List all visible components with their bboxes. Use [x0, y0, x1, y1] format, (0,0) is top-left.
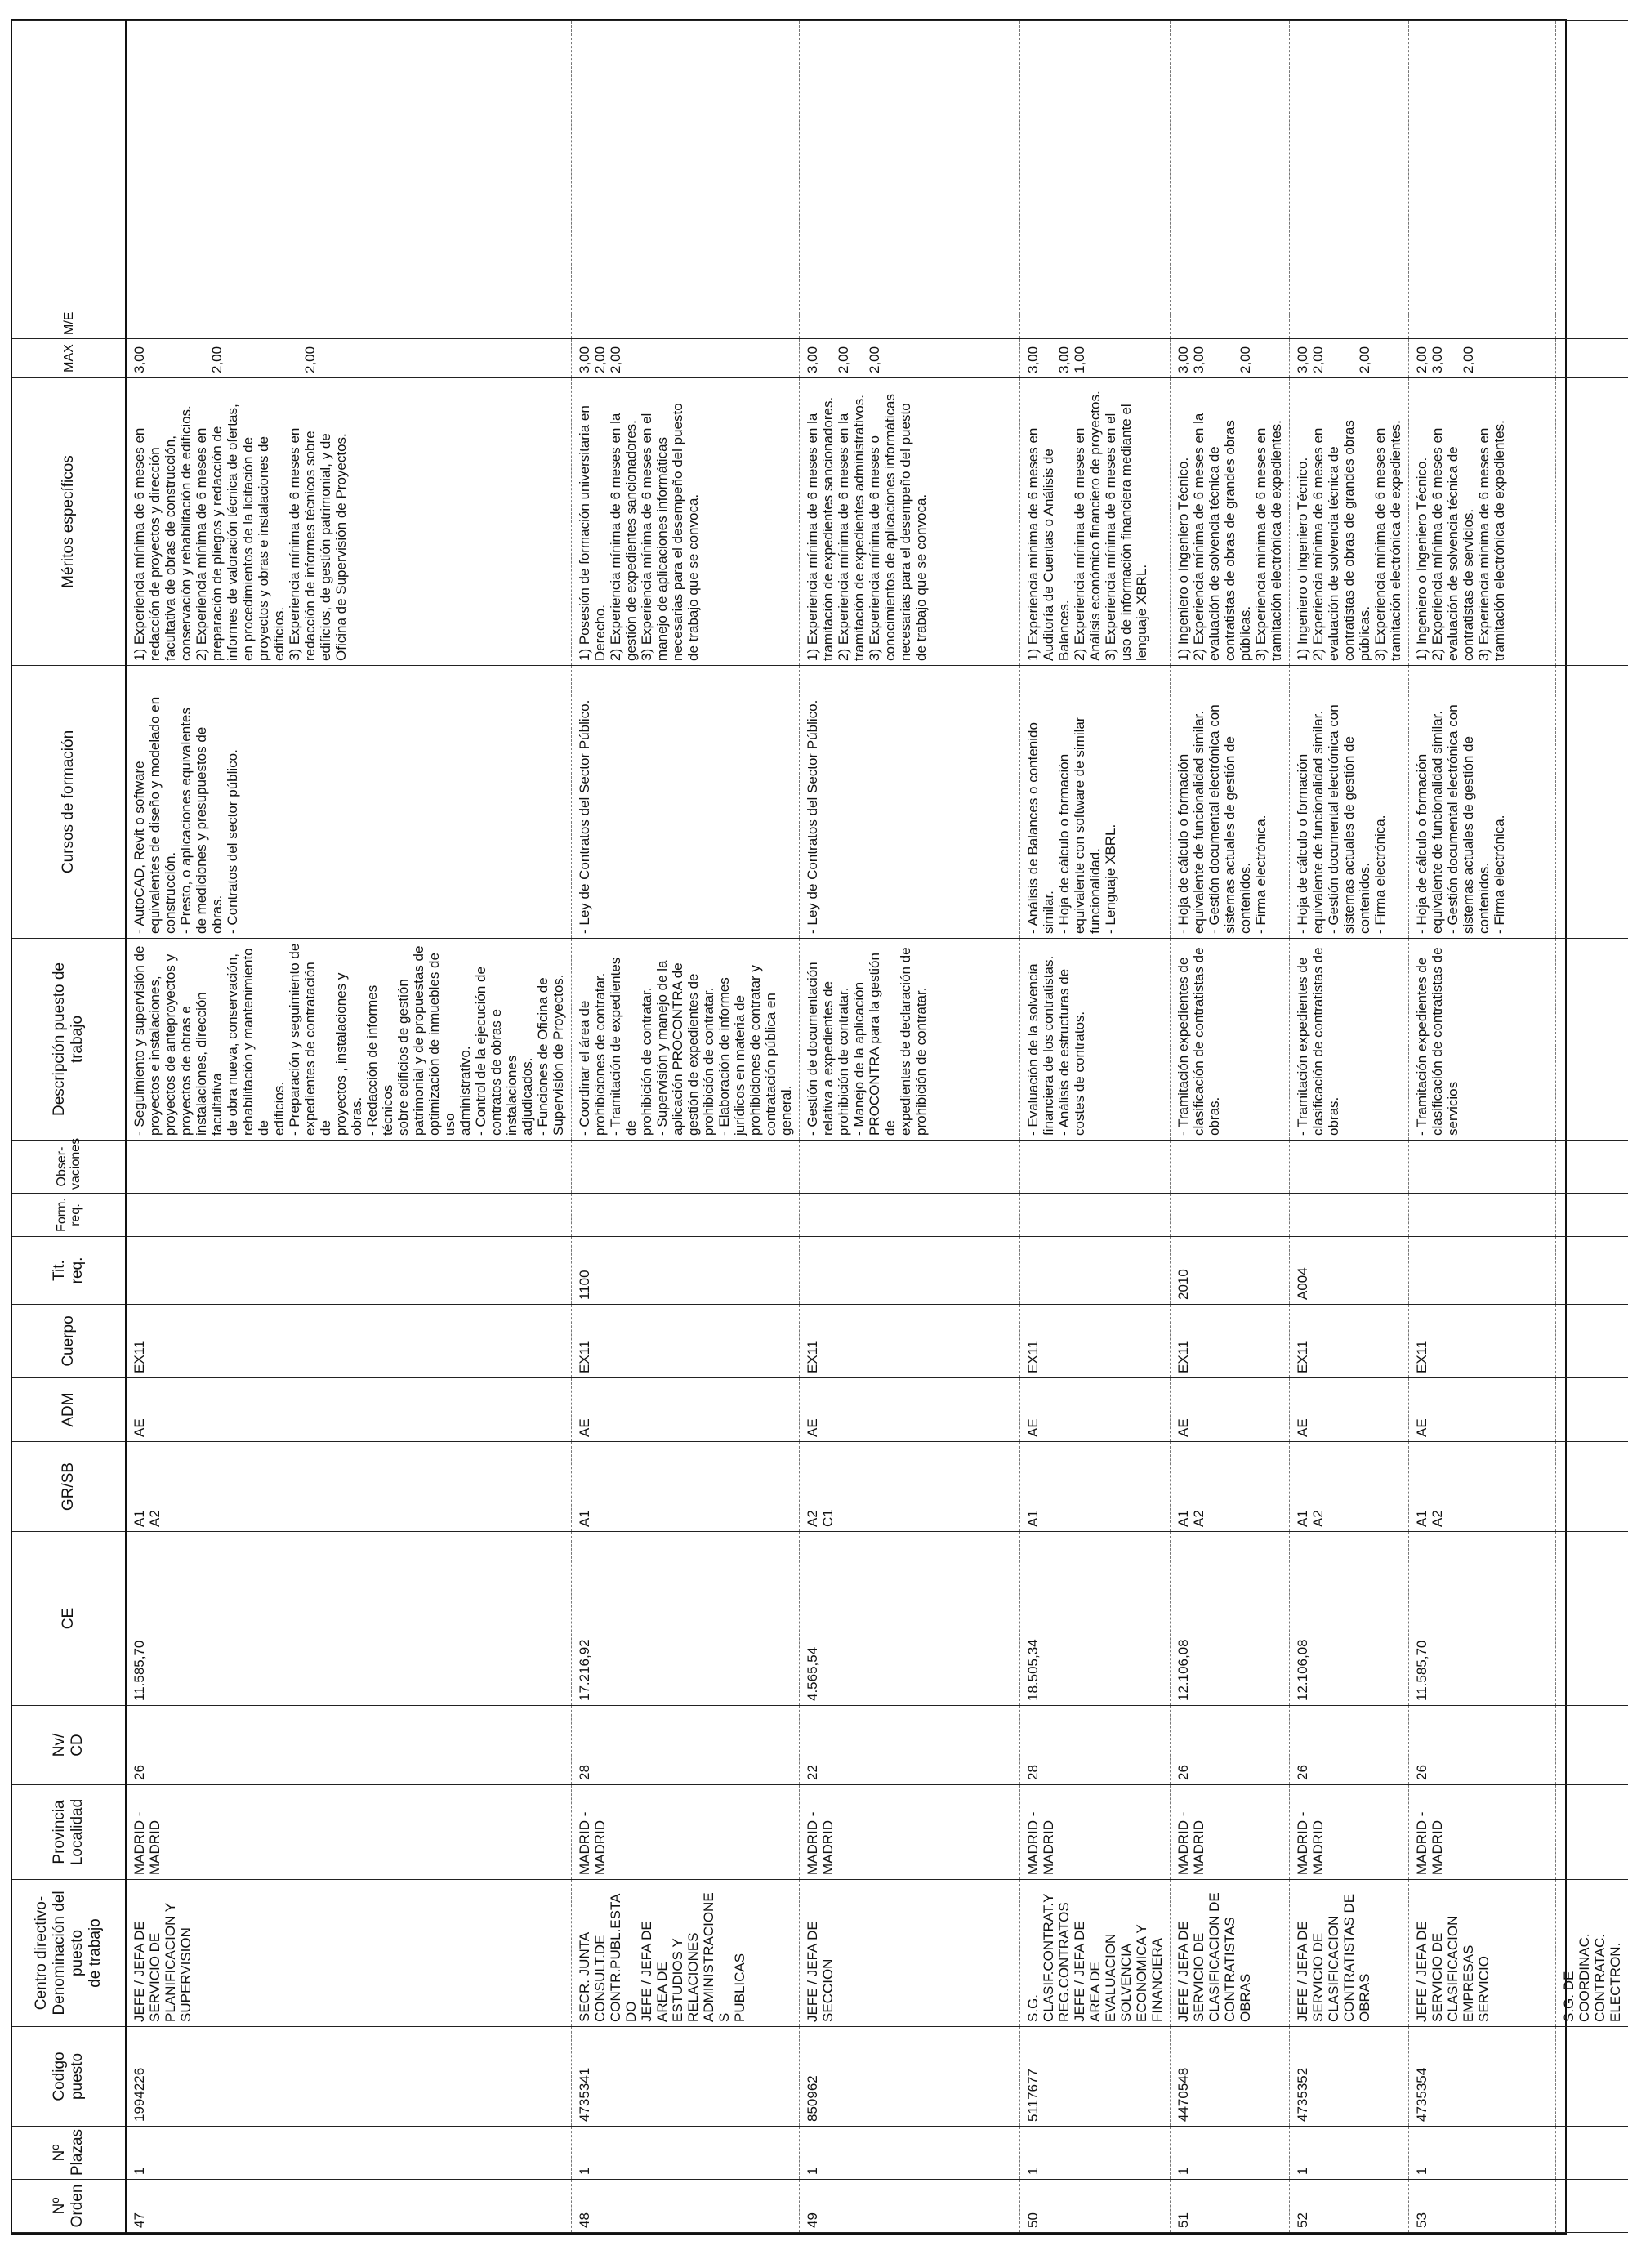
- cell-cuerpo: EX11: [1409, 1305, 1556, 1378]
- cell-titulacion: 1100: [572, 1237, 800, 1305]
- cell-orden: 52: [1290, 2180, 1409, 2233]
- cell-plazas: 1: [572, 2127, 800, 2180]
- cell-cursos: - Ley de Contratos del Sector Público.: [800, 666, 1020, 939]
- cell-blank: [1171, 21, 1290, 315]
- cell-centro: [1171, 1880, 1290, 2027]
- table-row-trailing: [1556, 21, 1628, 2233]
- cell-codigo: 4735352: [1290, 2027, 1409, 2127]
- cell-formacion: [1409, 1194, 1556, 1237]
- header-grupo: GR/SB: [12, 1442, 126, 1532]
- cell-formacion: [800, 1194, 1020, 1237]
- header-adm: ADM: [12, 1378, 126, 1442]
- cell-grupo: A1: [572, 1442, 800, 1532]
- header-titulacion: Tit. req.: [12, 1237, 126, 1305]
- cell-nivel: 26: [1290, 1706, 1409, 1785]
- cell-provincia: MADRID - MADRID: [1290, 1785, 1409, 1880]
- header-provincia: Provincia Localidad: [12, 1785, 126, 1880]
- cell-me: [1020, 315, 1171, 339]
- cell-grupo: A1 A2: [126, 1442, 572, 1532]
- centro-directivo-heading: SECR. JUNTA CONSULT.DE CONTR.PUBL.ESTADO: [577, 1893, 639, 2022]
- table-row: [1290, 21, 1409, 2233]
- table-row: [1171, 21, 1290, 2233]
- cell-orden: 47: [126, 2180, 572, 2233]
- cell-cuerpo: EX11: [1171, 1305, 1290, 1378]
- cell-meritos: 1) Experiencia mínima de 6 meses en redacción de proyectos y dirección facultativa de obras de construcción, conservación y rehabilitación de edificios. 2) Experiencia mínima de 6 meses en preparación de pliegos y redacción de informes de valoración técnica de ofertas, en procedimientos de la licitación de proyectos y obras e instalaciones de edificios. 3) Experiencia mínima de 6 meses en redacción de informes técnicos sobre edificios, de gestión patrimonial, y de Oficina de Supervisión de Proyectos.: [126, 378, 572, 666]
- cell-ce: 11.585,70: [126, 1532, 572, 1706]
- cell-cuerpo: EX11: [1020, 1305, 1171, 1378]
- cell-meritos: 1) Experiencia mínima de 6 meses en la tramitación de expedientes sancionadores. 2) Experiencia mínima de 6 meses en la tramitación de expedientes administrativos. 3) Experiencia mínima de 6 meses o conocimientos de aplicaciones informáticas necesarias para el desempeño del puesto de trabajo que se convoca.: [800, 378, 1020, 666]
- header-nivel: Nv/ CD: [12, 1706, 126, 1785]
- cell-empty: [1556, 939, 1628, 1141]
- cell-provincia: MADRID - MADRID: [1171, 1785, 1290, 1880]
- cell-centro: [572, 1880, 800, 2027]
- cell-descripcion: - Gestión de documentación relativa a expedientes de prohibición de contratar. - Manejo de la aplicación PROCONTRA para la gestión de expedientes de declaración de prohibición de contratar.: [800, 939, 1020, 1141]
- cell-observaciones: [126, 1141, 572, 1194]
- puesto-denominacion: JEFE / JEFA DE SERVICIO DE CLASIFICACION EMPRESAS SERVICIO: [1414, 1915, 1492, 2022]
- cell-observaciones: [1409, 1141, 1556, 1194]
- cell-orden: 50: [1020, 2180, 1171, 2233]
- header-me: M/E: [12, 315, 126, 339]
- cell-formacion: [572, 1194, 800, 1237]
- table-body: [126, 21, 1628, 2233]
- table-row: [800, 21, 1020, 2233]
- cell-adm: AE: [1290, 1378, 1409, 1442]
- cell-me: [1171, 315, 1290, 339]
- cell-grupo: A1 A2: [1409, 1442, 1556, 1532]
- cell-adm: AE: [1020, 1378, 1171, 1442]
- cell-nivel: 28: [572, 1706, 800, 1785]
- cell-centro: [1409, 1880, 1556, 2027]
- cell-observaciones: [572, 1141, 800, 1194]
- cell-formacion: [1020, 1194, 1171, 1237]
- cell-ce: 12.106,08: [1171, 1532, 1290, 1706]
- cell-centro: [126, 1880, 572, 2027]
- cell-grupo: A1 A2: [1290, 1442, 1409, 1532]
- cell-adm: AE: [126, 1378, 572, 1442]
- header-max: MAX: [12, 339, 126, 378]
- cell-max: 3,00 2,00 2,00: [126, 339, 572, 378]
- cell-cuerpo: EX11: [1290, 1305, 1409, 1378]
- cell-codigo: 1994226: [126, 2027, 572, 2127]
- cell-empty: [1556, 1194, 1628, 1237]
- table-row: [126, 21, 572, 2233]
- header-centro: Centro directivo- Denominación del puesto de trabajo: [12, 1880, 126, 2027]
- cell-titulacion: [1020, 1237, 1171, 1305]
- trailing-centro-heading: S.G. DE COORDINAC. CONTRATAC. ELECTRON.: [1556, 1880, 1628, 2027]
- cell-centro: [1020, 1880, 1171, 2027]
- cell-empty: [1556, 1378, 1628, 1442]
- cell-me: [572, 315, 800, 339]
- header-formacion: Form. req.: [12, 1194, 126, 1237]
- cell-blank: [126, 21, 572, 315]
- cell-ce: 11.585,70: [1409, 1532, 1556, 1706]
- cell-blank: [800, 21, 1020, 315]
- header-cuerpo: Cuerpo: [12, 1305, 126, 1378]
- cell-codigo: 4735354: [1409, 2027, 1556, 2127]
- positions-table-frame: [11, 19, 1623, 2235]
- cell-formacion: [1171, 1194, 1290, 1237]
- cell-blank: [1409, 21, 1556, 315]
- cell-descripcion: - Evaluación de la solvencia financiera de los contratistas. - Análisis de estructuras de costes de contratos.: [1020, 939, 1171, 1141]
- cell-cursos: - Hoja de cálculo o formación equivalente de funcionalidad similar. - Gestión documental electrónica con sistemas actuales de gestión de contenidos. - Firma electrónica.: [1409, 666, 1556, 939]
- cell-max: 3,00 2,00 2,00: [800, 339, 1020, 378]
- cell-max: 3,00 2,00 2,00: [572, 339, 800, 378]
- cell-observaciones: [1020, 1141, 1171, 1194]
- cell-orden: 51: [1171, 2180, 1290, 2233]
- table-row: [1020, 21, 1171, 2233]
- cell-titulacion: [1409, 1237, 1556, 1305]
- cell-provincia: MADRID - MADRID: [800, 1785, 1020, 1880]
- cell-empty: [1556, 315, 1628, 339]
- cell-titulacion: A004: [1290, 1237, 1409, 1305]
- cell-plazas: 1: [1409, 2127, 1556, 2180]
- cell-descripcion: - Tramitación expedientes de clasificación de contratistas de obras.: [1290, 939, 1409, 1141]
- cell-max: 3,00 3,00 2,00: [1171, 339, 1290, 378]
- cell-titulacion: [800, 1237, 1020, 1305]
- cell-plazas: 1: [800, 2127, 1020, 2180]
- cell-nivel: 26: [1409, 1706, 1556, 1785]
- cell-plazas: 1: [1290, 2127, 1409, 2180]
- cell-me: [126, 315, 572, 339]
- cell-max: 3,00 3,00 1,00: [1020, 339, 1171, 378]
- cell-nivel: 26: [126, 1706, 572, 1785]
- cell-cuerpo: EX11: [126, 1305, 572, 1378]
- cell-cursos: - Hoja de cálculo o formación equivalente de funcionalidad similar. - Gestión documental electrónica con sistemas actuales de gestión de contenidos. - Firma electrónica.: [1171, 666, 1290, 939]
- cell-cursos: - Ley de Contratos del Sector Público.: [572, 666, 800, 939]
- cell-meritos: 1) Ingeniero o Ingeniero Técnico. 2) Experiencia mínima de 6 meses en la evaluación de solvencia técnica de contratistas de obras de grandes obras públicas. 3) Experiencia mínima de 6 meses en tramitación electrónica de expedientes.: [1171, 378, 1290, 666]
- cell-orden: 49: [800, 2180, 1020, 2233]
- cell-empty: [1556, 339, 1628, 378]
- cell-empty: [1556, 1141, 1628, 1194]
- cell-blank: [1020, 21, 1171, 315]
- cell-centro: [800, 1880, 1020, 2027]
- puesto-denominacion: JEFE / JEFA DE SECCION: [805, 1921, 836, 2022]
- header-descripcion: Descripción puesto de trabajo: [12, 939, 126, 1141]
- header-row: [12, 21, 126, 2233]
- cell-nivel: 22: [800, 1706, 1020, 1785]
- positions-table: [12, 20, 1628, 2233]
- cell-codigo: 4735341: [572, 2027, 800, 2127]
- cell-cursos: - AutoCAD, Revit o software equivalentes de diseño y modelado en construcción. - Presto, o aplicaciones equivalentes de mediciones y presupuestos de obras. - Contratos del sector público.: [126, 666, 572, 939]
- cell-provincia: MADRID - MADRID: [1020, 1785, 1171, 1880]
- centro-directivo-heading: S.G. CLASIF.CONTRAT.Y REG.CONTRATOS: [1025, 1893, 1072, 2022]
- cell-adm: AE: [800, 1378, 1020, 1442]
- cell-blank: [1290, 21, 1409, 315]
- cell-centro: [1290, 1880, 1409, 2027]
- cell-ce: 17.216,92: [572, 1532, 800, 1706]
- cell-provincia: MADRID - MADRID: [126, 1785, 572, 1880]
- cell-empty: [1556, 2027, 1628, 2127]
- cell-descripcion: - Tramitación expedientes de clasificación de contratistas de obras.: [1171, 939, 1290, 1141]
- cell-empty: [1556, 378, 1628, 666]
- cell-meritos: 1) Ingeniero o Ingeniero Técnico. 2) Experiencia mínima de 6 meses en evaluación de solvencia técnica de contratistas de obras de grandes obras públicas. 3) Experiencia mínima de 6 meses en tramitación electrónica de expedientes.: [1290, 378, 1409, 666]
- cell-descripcion: - Coordinar el área de prohibiciones de contratar. - Tramitación de expedientes de prohibición de contratar. - Supervisión y manejo de la aplicación PROCONTRA de gestión de expedientes de prohibición de contratar. - Elaboración de informes jurídicos en materia de prohibiciones de contratar y contratación pública en general.: [572, 939, 800, 1141]
- cell-empty: [1556, 2127, 1628, 2180]
- cell-plazas: 1: [126, 2127, 572, 2180]
- cell-empty: [1556, 2180, 1628, 2233]
- cell-meritos: 1) Experiencia mínima de 6 meses en Auditoría de Cuentas o Análisis de Balances. 2) Experiencia mínima de 6 meses en Análisis económico financiero de proyectos. 3) Experiencia mínima de 6 meses en el uso de información financiera mediante el lenguaje XBRL.: [1020, 378, 1171, 666]
- cell-me: [1409, 315, 1556, 339]
- cell-meritos: 1) Ingeniero o Ingeniero Técnico. 2) Experiencia mínima de 6 meses en evaluación de solvencia técnica de contratistas de servicios. 3) Experiencia mínima de 6 meses en tramitación electrónica de expedientes.: [1409, 378, 1556, 666]
- cell-empty: [1556, 1305, 1628, 1378]
- cell-max: 2,00 3,00 2,00: [1409, 339, 1556, 378]
- cell-formacion: [126, 1194, 572, 1237]
- table-row: [572, 21, 800, 2233]
- header-codigo: Codigo puesto: [12, 2027, 126, 2127]
- cell-titulacion: 2010: [1171, 1237, 1290, 1305]
- cell-max: 3,00 2,00 2,00: [1290, 339, 1409, 378]
- cell-nivel: 28: [1020, 1706, 1171, 1785]
- cell-codigo: 4470548: [1171, 2027, 1290, 2127]
- puesto-denominacion: JEFE / JEFA DE SERVICIO DE PLANIFICACION Y SUPERVISION: [132, 1902, 194, 2022]
- cell-cursos: - Análisis de Balances o contenido similar. - Hoja de cálculo o formación equivalente con software de similar funcionalidad. - Lenguaje XBRL.: [1020, 666, 1171, 939]
- cell-empty: [1556, 1785, 1628, 1880]
- cell-provincia: MADRID - MADRID: [572, 1785, 800, 1880]
- cell-me: [1290, 315, 1409, 339]
- cell-cursos: - Hoja de cálculo o formación equivalente de funcionalidad similar. - Gestión documental electrónica con sistemas actuales de gestión de contenidos. - Firma electrónica.: [1290, 666, 1409, 939]
- cell-ce: 4.565,54: [800, 1532, 1020, 1706]
- cell-observaciones: [1290, 1141, 1409, 1194]
- header-orden: Nº Orden: [12, 2180, 126, 2233]
- puesto-denominacion: JEFE / JEFA DE SERVICIO DE CLASIFICACION DE CONTRATISTAS OBRAS: [1175, 1892, 1253, 2022]
- cell-me: [800, 315, 1020, 339]
- cell-provincia: MADRID - MADRID: [1409, 1785, 1556, 1880]
- cell-orden: 53: [1409, 2180, 1556, 2233]
- cell-titulacion: [126, 1237, 572, 1305]
- cell-orden: 48: [572, 2180, 800, 2233]
- cell-plazas: 1: [1171, 2127, 1290, 2180]
- cell-empty: [1556, 1237, 1628, 1305]
- cell-observaciones: [1171, 1141, 1290, 1194]
- header-cursos: Cursos de formación: [12, 666, 126, 939]
- header-blank: [12, 21, 126, 315]
- header-ce: CE: [12, 1532, 126, 1706]
- cell-descripcion: - Tramitación expedientes de clasificación de contratistas de servicios: [1409, 939, 1556, 1141]
- puesto-denominacion: JEFE / JEFA DE SERVICIO DE CLASIFICACION CONTRATISTAS DE OBRAS: [1295, 1893, 1372, 2022]
- cell-empty: [1556, 1442, 1628, 1532]
- cell-meritos: 1) Posesión de formación universitaria en Derecho. 2) Experiencia mínima de 6 meses en la gestión de expedientes sancionadores. 3) Experiencia mínima de 6 meses en el manejo de aplicaciones informáticas necesarias para el desempeño del puesto de trabajo que se convoca.: [572, 378, 800, 666]
- cell-descripcion: - Seguimiento y supervisión de proyectos e instalaciones, proyectos de anteproyectos y proyectos de obras e instalaciones, dirección facultativa de obra nueva, conservación, rehabilitación y mantenimiento de edificios. - Preparación y seguimiento de expedientes de contratación de proyectos , instalaciones y obras. - Redacción de informes técnicos sobre edificios de gestión patrimonial y de propuestas de optimización de inmuebles de uso administrativo. - Control de la ejecución de contratos de obras e instalaciones adjudicados. - Funciones de Oficina de Supervisión de Proyectos.: [126, 939, 572, 1141]
- puesto-denominacion: JEFE / JEFA DE AREA DE ESTUDIOS Y RELACIONES ADMINISTRACIONES PUBLICAS: [639, 1892, 747, 2022]
- cell-blank: [572, 21, 800, 315]
- cell-adm: AE: [1409, 1378, 1556, 1442]
- cell-cuerpo: EX11: [572, 1305, 800, 1378]
- header-plazas: Nº Plazas: [12, 2127, 126, 2180]
- cell-nivel: 26: [1171, 1706, 1290, 1785]
- cell-adm: AE: [1171, 1378, 1290, 1442]
- cell-codigo: 5117677: [1020, 2027, 1171, 2127]
- puesto-denominacion: JEFE / JEFA DE AREA DE EVALUACION SOLVENCIA ECONOMICA Y FINANCIERA: [1072, 1921, 1165, 2022]
- cell-empty: [1556, 666, 1628, 939]
- cell-ce: 18.505,34: [1020, 1532, 1171, 1706]
- cell-ce: 12.106,08: [1290, 1532, 1409, 1706]
- cell-formacion: [1290, 1194, 1409, 1237]
- cell-plazas: 1: [1020, 2127, 1171, 2180]
- header-meritos: Méritos específicos: [12, 378, 126, 666]
- cell-codigo: 850962: [800, 2027, 1020, 2127]
- cell-observaciones: [800, 1141, 1020, 1194]
- cell-empty: [1556, 1706, 1628, 1785]
- cell-grupo: A1: [1020, 1442, 1171, 1532]
- cell-empty: [1556, 21, 1628, 315]
- cell-adm: AE: [572, 1378, 800, 1442]
- cell-grupo: A2 C1: [800, 1442, 1020, 1532]
- table-row: [1409, 21, 1556, 2233]
- cell-empty: [1556, 1532, 1628, 1706]
- header-observaciones: Obser- vaciones: [12, 1141, 126, 1194]
- cell-cuerpo: EX11: [800, 1305, 1020, 1378]
- cell-grupo: A1 A2: [1171, 1442, 1290, 1532]
